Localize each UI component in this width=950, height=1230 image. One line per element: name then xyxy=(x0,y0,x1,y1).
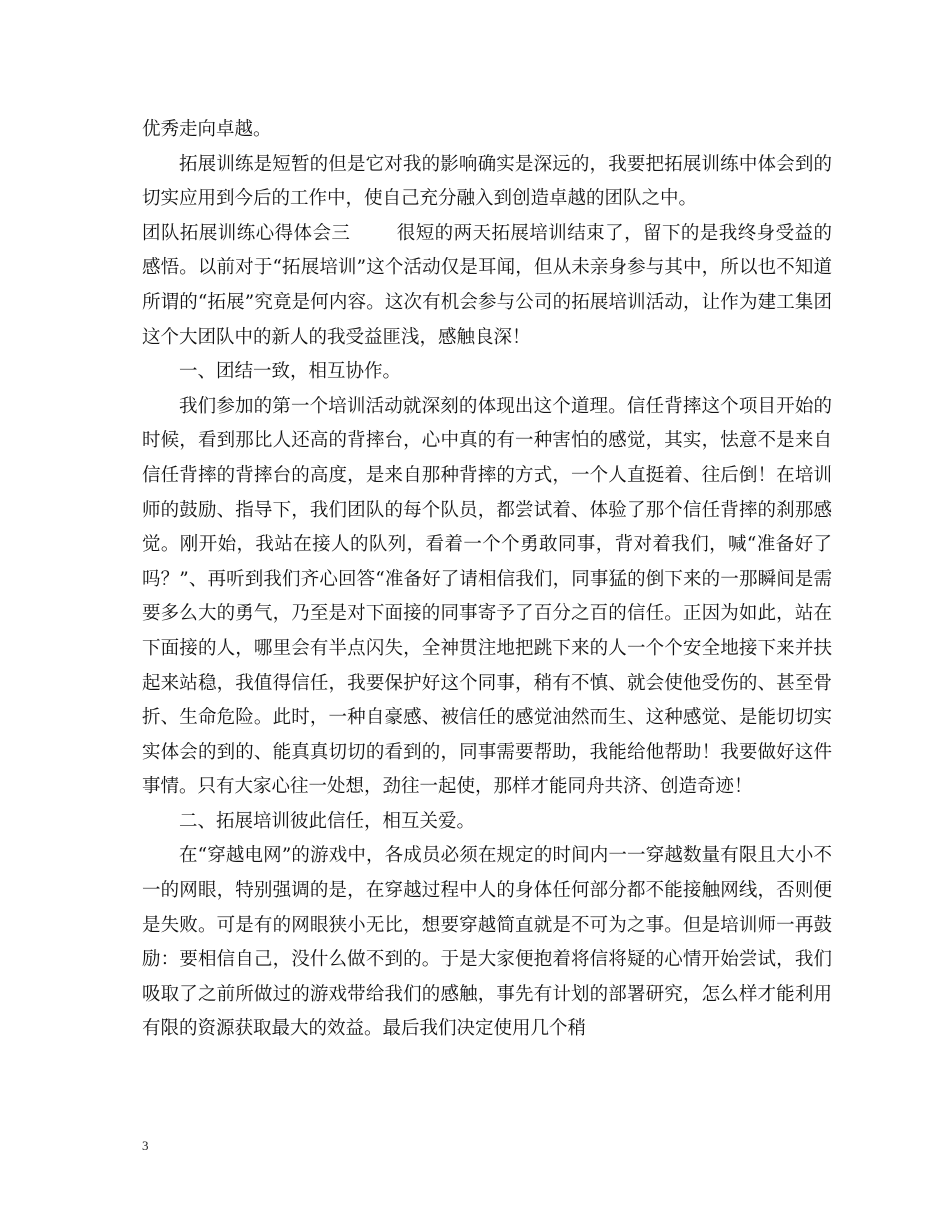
point-body-1: 我们参加的第一个培训活动就深刻的体现出这个道理。信任背摔这个项目开始的时候，看到那比人还高的背摔台，心中真的有一种害怕的感觉，其实，怯意不是来自信任背摔的背摔台的高度，是来自那种背摔的方式，一个人直挺着、往后倒！在培训师的鼓励、指导下，我们团队的每个队员，都尝试着、体验了那个信任背摔的刹那感觉。刚开始，我站在接人的队列，看着一个个勇敢同事，背对着我们，喊“准备好了吗？”、再听到我们齐心回答“准备好了请相信我们，同事猛的倒下来的一那瞬间是需要多么大的勇气，乃至是对下面接的同事寄予了百分之百的信任。正因为如此，站在下面接的人，哪里会有半点闪失，全神贯注地把跳下来的人一个个安全地接下来并扶起来站稳，我值得信任，我要保护好这个同事，稍有不慎、就会使他受伤的、甚至骨折、生命危险。此时，一种自豪感、被信任的感觉油然而生、这种感觉、是能切切实实体会的到的、能真真切切的看到的，同事需要帮助，我能给他帮助！我要做好这件事情。只有大家心往一处想，劲往一起使，那样才能同舟共济、创造奇迹！ xyxy=(142,395,832,798)
point-heading-2: 二、拓展培训彼此信任，相互关爱。 xyxy=(179,810,476,832)
section-heading: 团队拓展训练心得体会三 xyxy=(142,222,351,244)
section-intro: 很短的两天拓展培训结束了，留下的是我终身受益的感悟。以前对于“拓展培训”这个活动仅是耳闻，但从未亲身参与其中，所以也不知道所谓的“拓展”究竟是何内容。这次有机会参与公司的拓展培训活动，让作为建工集团这个大团队中的新人的我受益匪浅，感触良深！ xyxy=(142,222,832,348)
paragraph-continuation: 优秀走向卓越。 xyxy=(142,119,272,140)
paragraph-summary: 拓展训练是短暂的但是它对我的影响确实是深远的，我要把拓展训练中体会到的切实应用到今后的工作中，使自己充分融入到创造卓越的团队之中。 xyxy=(142,153,832,210)
point-body-2: 在“穿越电网”的游戏中，各成员必须在规定的时间内一一穿越数量有限且大小不一的网眼，特别强调的是，在穿越过程中人的身体任何部分都不能接触网线，否则便是失败。可是有的网眼狭小无比，想要穿越简直就是不可为之事。但是培训师一再鼓励：要相信自己，没什么做不到的。于是大家便抱着将信将疑的心情开始尝试，我们吸取了之前所做过的游戏带给我们的感触，事先有计划的部署研究，怎么样才能利用有限的资源获取最大的效益。最后我们决定使用几个稍 xyxy=(142,845,832,1040)
point-heading-1: 一、团结一致，相互协作。 xyxy=(179,361,402,383)
section-paragraph xyxy=(142,217,832,355)
document-body xyxy=(142,113,832,1047)
page-number: 3 xyxy=(142,1138,149,1153)
